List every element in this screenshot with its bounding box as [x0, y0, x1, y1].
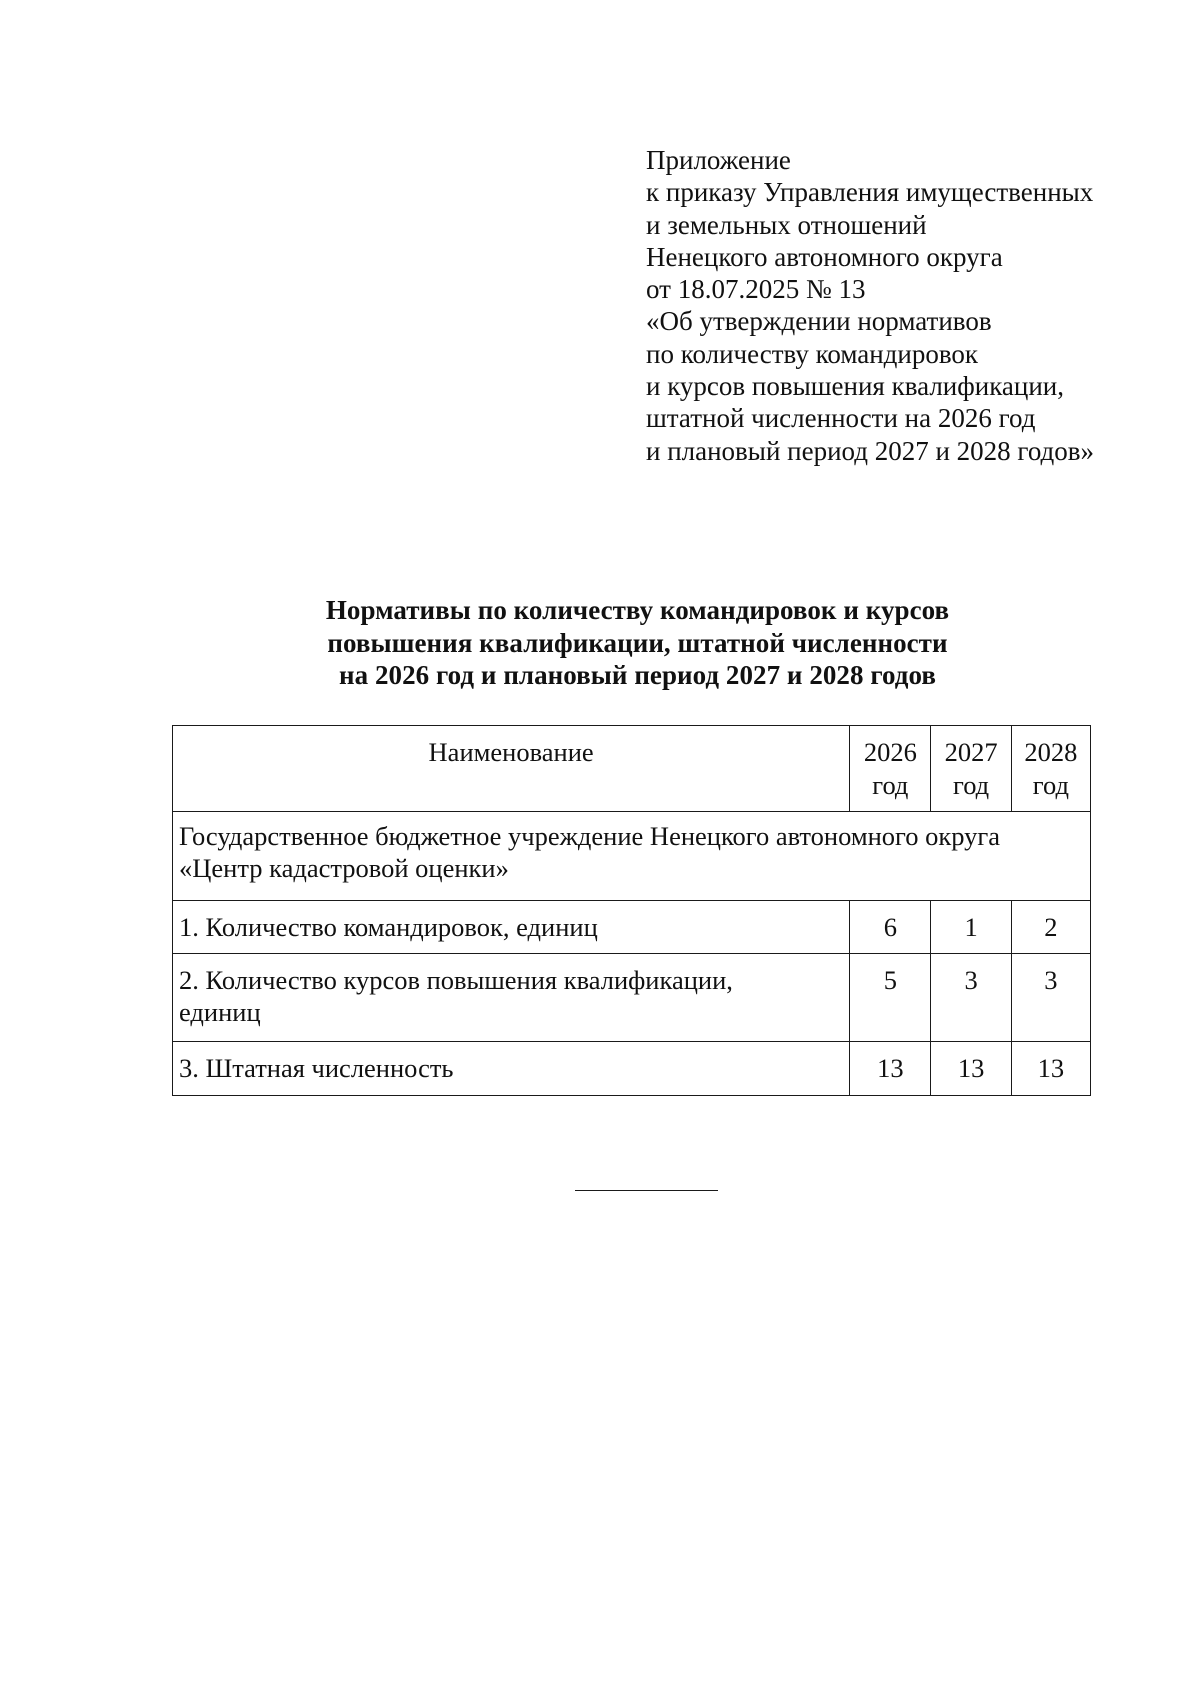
- header-name-cell: [173, 726, 850, 812]
- row-value-2028: 3: [1011, 954, 1090, 1042]
- row-value-2026: 6: [850, 901, 931, 954]
- row-value-2027: 13: [931, 1042, 1011, 1096]
- appendix-line: штатной численности на 2026 год: [646, 403, 1036, 434]
- row-value-2026: 5: [850, 954, 931, 1042]
- appendix-line: и земельных отношений: [646, 209, 927, 240]
- appendix-line: к приказу Управления имущественных: [646, 177, 1094, 208]
- appendix-line: «Об утверждении нормативов: [646, 306, 992, 337]
- title-line: на 2026 год и плановый период 2027 и 2028 годов: [339, 660, 936, 690]
- row-name-continued: единиц: [179, 997, 261, 1027]
- header-year-label: 2026: [863, 737, 917, 767]
- header-year-label: 2027: [944, 737, 998, 767]
- appendix-block: [646, 144, 1094, 467]
- title-line: Нормативы по количеству командировок и курсов: [325, 595, 950, 625]
- row-value-2027: 1: [931, 901, 1011, 954]
- row-name: 2. Количество курсов повышения квалификации,: [179, 965, 733, 995]
- document-title: [170, 594, 1105, 692]
- title-line: повышения квалификации, штатной численности: [327, 627, 948, 658]
- organization-row: [173, 812, 1091, 901]
- header-year-2027-cell: [931, 726, 1011, 812]
- row-name: 1. Количество командировок, единиц: [179, 912, 598, 942]
- row-name-cell: [173, 1042, 850, 1096]
- row-value-2027: 3: [931, 954, 1011, 1042]
- header-year-label: 2028: [1024, 737, 1078, 767]
- appendix-line: и курсов повышения квалификации,: [646, 371, 1064, 402]
- table-header-row: [173, 726, 1091, 812]
- appendix-line: Приложение: [646, 145, 791, 175]
- row-name-cell: [173, 954, 850, 1042]
- header-year-unit: год: [872, 770, 909, 800]
- organization-cell: [173, 812, 1091, 901]
- appendix-line: от 18.07.2025 № 13: [646, 274, 866, 305]
- header-year-unit: год: [952, 770, 990, 800]
- appendix-line: и плановый период 2027 и 2028 годов»: [646, 435, 1095, 466]
- row-value-2028: 13: [1011, 1042, 1090, 1096]
- norms-table: [172, 725, 1091, 1096]
- header-year-2028-cell: [1011, 726, 1090, 812]
- table-row: [173, 1042, 1091, 1096]
- header-year-2026-cell: [850, 726, 931, 812]
- row-name: 3. Штатная численность: [179, 1053, 454, 1083]
- organization-line: Государственное бюджетное учреждение Ненецкого автономного округа: [179, 821, 1001, 851]
- appendix-line: Ненецкого автономного округа: [646, 241, 1003, 272]
- row-value-2026: 13: [850, 1042, 931, 1096]
- appendix-line: по количеству командировок: [646, 338, 979, 369]
- row-value-2028: 2: [1011, 901, 1090, 954]
- organization-line: «Центр кадастровой оценки»: [179, 853, 509, 883]
- header-name-label: Наименование: [428, 737, 594, 767]
- table-row: [173, 901, 1091, 954]
- row-name-cell: [173, 901, 850, 954]
- table-row: [173, 954, 1091, 1042]
- end-rule: [575, 1190, 718, 1191]
- header-year-unit: год: [1032, 770, 1069, 800]
